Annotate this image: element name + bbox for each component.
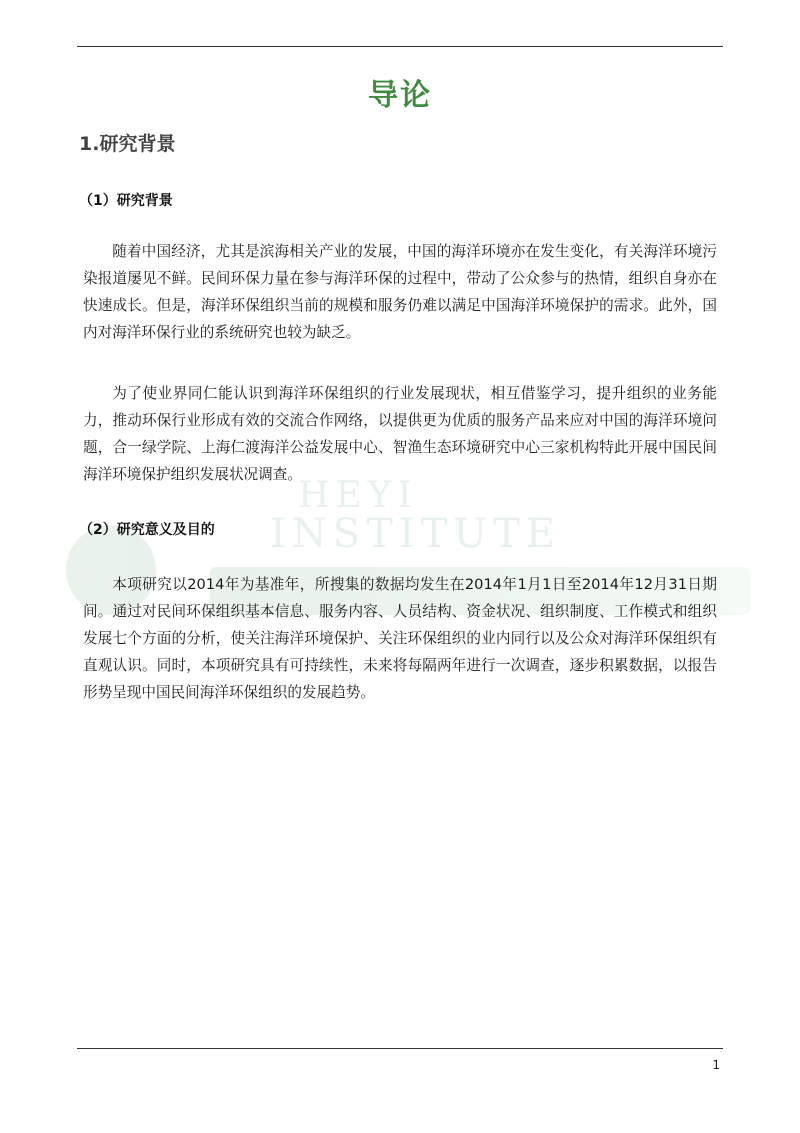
watermark-text-institute: INSTITUTE — [270, 511, 561, 557]
page-number: 1 — [712, 1058, 720, 1072]
watermark-text-heyi: HEYI — [298, 475, 418, 516]
section-heading: 1.研究背景 — [79, 133, 176, 155]
paragraph-background-2: 为了使业界同仁能认识到海洋环保组织的行业发展现状，相互借鉴学习，提升组织的业务能力，推动环保行业形成有效的交流合作网络，以提供更为优质的服务产品来应对中国的海洋环境问题，合一绿学院、上海仁渡海洋公益发展中心、智渔生态环境研究中心三家机构特此开展中国民间海洋环境保护组织发展状况调查。 — [83, 385, 717, 483]
header-rule — [77, 46, 723, 47]
paragraph-background-1: 随着中国经济，尤其是滨海相关产业的发展，中国的海洋环境亦在发生变化，有关海洋环境污染报道屡见不鲜。民间环保力量在参与海洋环保的过程中，带动了公众参与的热情，组织自身亦在快速成长。但是，海洋环保组织当前的规模和服务仍难以满足中国海洋环境保护的需求。此外，国内对海洋环保行业的系统研究也较为缺乏。 — [83, 243, 717, 341]
subsection-heading-purpose: （2）研究意义及目的 — [79, 522, 215, 538]
footer-rule — [77, 1048, 723, 1049]
page-title: 导论 — [368, 78, 432, 113]
paragraph-purpose: 本项研究以2014年为基准年，所搜集的数据均发生在2014年1月1日至2014年12月31日期间。通过对民间环保组织基本信息、服务内容、人员结构、资金状况、组织制度、工作模式和组织发展七个方面的分析，使关注海洋环境保护、关注环保组织的业内同行以及公众对海洋环保组织有直观认识。同时，本项研究具有可持续性，未来将每隔两年进行一次调查，逐步积累数据，以报告形势呈现中国民间海洋环保组织的发展趋势。 — [83, 576, 717, 701]
subsection-heading-background: （1）研究背景 — [79, 193, 173, 209]
